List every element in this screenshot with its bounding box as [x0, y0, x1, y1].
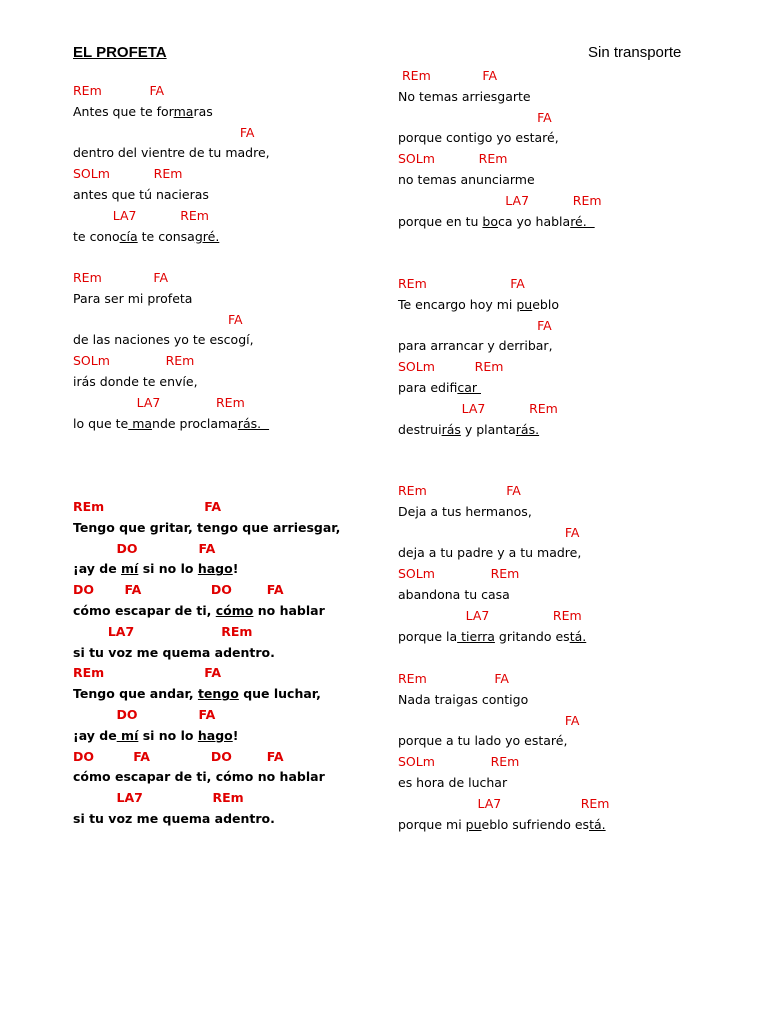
- chord-label: REm: [478, 151, 508, 167]
- chord-label: FA: [239, 124, 255, 140]
- verse-block: [73, 81, 270, 247]
- chord-label: DO: [73, 582, 95, 598]
- lyric-line: No temas arriesgarte: [398, 88, 531, 104]
- chord-line: [73, 622, 340, 643]
- chord-label: REm: [398, 671, 427, 686]
- chord-label: REm: [73, 665, 105, 681]
- chord-label: REm: [398, 276, 427, 291]
- lyric-line: te conocía te consagré.: [73, 228, 220, 244]
- chord-line: [398, 149, 602, 170]
- underlined-syllable: gré.: [194, 228, 220, 244]
- chord-label: SOLm: [398, 566, 435, 582]
- lyric-line: lo que te mande proclamarás.: [73, 415, 270, 431]
- verse-block: [398, 66, 602, 232]
- chord-label: DO: [210, 748, 232, 764]
- chord-line: [398, 752, 609, 773]
- chord-label: REm: [180, 207, 209, 223]
- chord-label: FA: [149, 83, 165, 98]
- lyric-line: Antes que te formaras: [73, 103, 213, 119]
- lyric-line: destruirás y plantarás.: [398, 421, 540, 437]
- lyric-line: cómo escapar de ti, cómo no hablar: [73, 602, 325, 618]
- chord-label: REm: [490, 566, 520, 582]
- chord-line: [398, 357, 559, 378]
- underlined-syllable: mí: [116, 727, 139, 743]
- chord-label: SOLm: [73, 353, 110, 369]
- chord-label: FA: [204, 665, 222, 681]
- underlined-syllable: car: [457, 379, 481, 395]
- verse-block: [73, 268, 269, 434]
- chord-label: REm: [73, 83, 102, 98]
- chord-label: FA: [564, 524, 580, 540]
- chord-label: DO: [116, 706, 138, 722]
- chord-label: LA7: [477, 795, 502, 811]
- chord-label: FA: [153, 270, 169, 285]
- lyric-line: ¡ay de mí si no lo hago!: [73, 727, 239, 743]
- lyric-line: porque en tu boca yo hablaré.: [398, 213, 595, 229]
- chord-label: FA: [537, 109, 552, 125]
- chord-line: [398, 316, 559, 337]
- chord-line: [73, 81, 270, 102]
- chord-label: LA7: [505, 192, 530, 208]
- chord-line: [398, 711, 609, 732]
- underlined-syllable: rás.: [237, 415, 270, 431]
- underlined-syllable: ma: [128, 415, 153, 431]
- underlined-syllable: hago: [197, 561, 233, 577]
- chord-line: [398, 564, 586, 585]
- underlined-syllable: rás.: [515, 421, 540, 437]
- chord-label: FA: [133, 748, 150, 764]
- lyric-line: Te encargo hoy mi pueblo: [398, 296, 559, 312]
- underlined-syllable: rás: [441, 421, 461, 437]
- chord-label: FA: [510, 276, 525, 291]
- chord-line: [73, 580, 340, 601]
- chord-label: FA: [227, 311, 243, 327]
- chord-line: [73, 788, 340, 809]
- chord-label: REm: [73, 270, 102, 285]
- chord-line: [398, 399, 559, 420]
- chord-label: REm: [401, 68, 431, 83]
- lyric-line: Tengo que gritar, tengo que arriesgar,: [73, 519, 341, 535]
- chord-label: REm: [73, 499, 105, 514]
- underlined-syllable: ma: [173, 103, 194, 119]
- chord-label: REm: [490, 754, 520, 770]
- chord-label: LA7: [107, 623, 135, 639]
- chord-label: FA: [482, 68, 497, 83]
- page-title: EL PROFETA: [73, 44, 167, 61]
- chord-line: [73, 268, 269, 289]
- lyric-line: no temas anunciarme: [398, 171, 535, 187]
- chord-label: SOLm: [398, 754, 435, 770]
- chord-label: REm: [221, 623, 253, 639]
- lyric-line: cómo escapar de ti, cómo no hablar: [73, 769, 325, 785]
- lyric-line: si tu voz me quema adentro.: [73, 810, 275, 826]
- lyric-line: es hora de luchar: [398, 774, 508, 790]
- chord-line: [398, 669, 609, 690]
- chord-line: [73, 705, 340, 726]
- chord-label: SOLm: [73, 166, 110, 182]
- lyric-line: antes que tú nacieras: [73, 186, 209, 202]
- verse-block: [398, 669, 609, 835]
- chord-label: FA: [506, 483, 521, 498]
- lyric-line: para arrancar y derribar,: [398, 338, 553, 354]
- lyric-line: abandona tu casa: [398, 586, 510, 602]
- underlined-syllable: tengo: [197, 686, 239, 702]
- chord-label: LA7: [136, 394, 161, 410]
- chord-label: REm: [215, 394, 245, 410]
- chord-label: REm: [165, 353, 195, 369]
- chord-line: [73, 206, 270, 227]
- verse-block: [398, 481, 586, 647]
- chord-label: REm: [552, 607, 582, 623]
- chord-label: FA: [198, 706, 216, 722]
- lyric-line: Tengo que andar, tengo que luchar,: [73, 686, 321, 702]
- chord-line: [73, 497, 340, 518]
- chord-line: [73, 351, 269, 372]
- chord-label: REm: [580, 795, 610, 811]
- underlined-syllable: pu: [465, 816, 482, 832]
- underlined-syllable: cómo: [215, 602, 254, 618]
- chord-label: LA7: [465, 607, 490, 623]
- lyric-line: para edificar: [398, 379, 481, 395]
- underlined-syllable: ré.: [570, 213, 595, 229]
- chord-label: LA7: [116, 790, 143, 806]
- chord-label: DO: [73, 748, 95, 764]
- chord-line: [398, 606, 586, 627]
- lyric-line: porque mi pueblo sufriendo está.: [398, 816, 606, 832]
- underlined-syllable: cía: [119, 228, 138, 244]
- chord-line: [73, 539, 340, 560]
- chord-line: [73, 164, 270, 185]
- lyric-line: de las naciones yo te escogí,: [73, 332, 254, 348]
- lyric-line: Deja a tus hermanos,: [398, 503, 532, 519]
- chord-label: FA: [537, 317, 552, 333]
- chord-line: [73, 747, 340, 768]
- chord-line: [398, 66, 602, 87]
- lyric-line: porque a tu lado yo estaré,: [398, 733, 568, 749]
- chord-label: FA: [494, 671, 509, 686]
- chord-line: [73, 393, 269, 414]
- chord-line: [398, 108, 602, 129]
- chord-label: REm: [572, 192, 602, 208]
- chord-label: LA7: [112, 207, 137, 223]
- chord-label: DO: [210, 582, 232, 598]
- chord-line: [398, 794, 609, 815]
- transpose-note: Sin transporte: [588, 44, 682, 61]
- chord-label: FA: [124, 582, 142, 598]
- underlined-syllable: bo: [482, 213, 498, 229]
- lyric-line: ¡ay de mí si no lo hago!: [73, 561, 239, 577]
- underlined-syllable: hago: [197, 727, 233, 743]
- lyric-line: dentro del vientre de tu madre,: [73, 145, 270, 161]
- lyric-line: porque la tierra gritando está.: [398, 628, 587, 644]
- chord-label: FA: [266, 582, 284, 598]
- chord-label: FA: [564, 712, 580, 728]
- chord-line: [398, 274, 559, 295]
- chord-label: REm: [153, 166, 183, 182]
- lyric-line: Para ser mi profeta: [73, 290, 193, 306]
- lyric-line: irás donde te envíe,: [73, 373, 198, 389]
- lyric-line: porque contigo yo estaré,: [398, 130, 559, 146]
- chord-line: [73, 123, 270, 144]
- chord-line: [398, 481, 586, 502]
- underlined-syllable: pu: [516, 296, 533, 312]
- chord-line: [398, 191, 602, 212]
- chord-label: SOLm: [398, 359, 435, 375]
- lyric-line: deja a tu padre y a tu madre,: [398, 545, 582, 561]
- chord-label: FA: [198, 540, 216, 556]
- chord-label: REm: [529, 400, 558, 416]
- lyric-line: si tu voz me quema adentro.: [73, 644, 275, 660]
- lyric-line: Nada traigas contigo: [398, 691, 529, 707]
- chord-label: REm: [398, 483, 427, 498]
- chord-label: DO: [116, 540, 138, 556]
- chord-line: [73, 663, 340, 684]
- chord-label: LA7: [461, 400, 486, 416]
- underlined-syllable: tá.: [569, 628, 587, 644]
- chord-label: FA: [266, 748, 284, 764]
- verse-block: [398, 274, 559, 440]
- underlined-syllable: mí: [121, 561, 139, 577]
- chord-label: FA: [204, 499, 222, 514]
- chord-label: REm: [212, 790, 244, 806]
- verse-block: [73, 497, 340, 830]
- chord-label: SOLm: [398, 151, 435, 167]
- underlined-syllable: tá.: [589, 816, 606, 832]
- chord-line: [398, 523, 586, 544]
- underlined-syllable: tierra: [457, 628, 495, 644]
- chord-line: [73, 310, 269, 331]
- chord-label: REm: [474, 359, 504, 375]
